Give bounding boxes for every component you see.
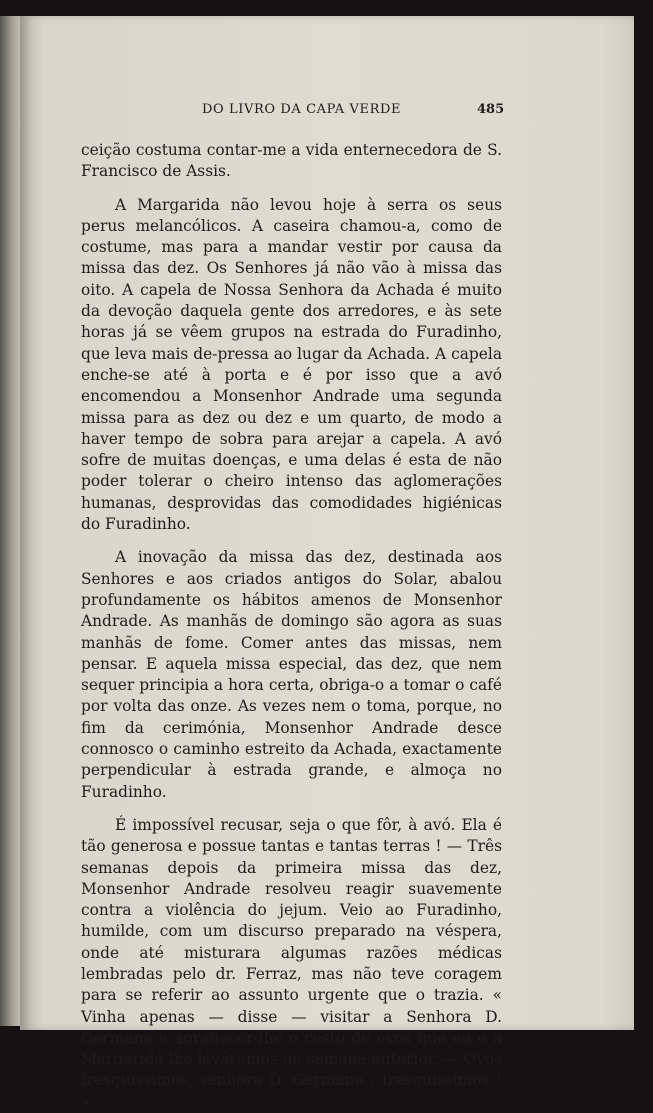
page-number: 485 xyxy=(477,102,505,117)
facing-page-edge xyxy=(0,16,22,1026)
paragraph-continuation: ceição costuma contar-me a vida enternecedora de S. Francisco de Assis. xyxy=(81,141,502,181)
paragraph: A Margarida não levou hoje à serra os seus perus melancólicos. A caseira chamou-a, como de costume, mas para a mandar vestir por causa da missa das dez. Os Senhores já não vão à missa das oito. A capela de Nossa Senhora da Achada é muito da devoção daquela gente dos arredores, e às sete horas já se vêem grupos na estrada do Furadinho, que leva mais de-pressa ao lugar da Achada. A capela enche-se até à porta e é por isso que a avó encomendou a Monsenhor Andrade uma segunda missa para as dez ou dez e um quarto, de modo a haver tempo de sobra para arejar a capela. A avó sofre de muitas doenças, e uma delas é esta de não poder tolerar o cheiro intenso das aglomerações humanas, desprovidas das comodidades higiénicas do Furadinho. xyxy=(81,195,502,534)
body-text xyxy=(81,140,502,1113)
paragraph: É impossível recusar, seja o que fôr, à avó. Ela é tão generosa e possue tantas e tantas terras ! — Três semanas depois da primeira missa das dez, Monsenhor Andrade resolveu reagir suavemente contra a violência do jejum. Veio ao Furadinho, humilde, com um discurso preparado na véspera, onde até misturara algumas razões médicas lembradas pelo dr. Ferraz, mas não teve coragem para se referir ao assunto urgente que o trazia. « Vinha apenas — disse — visitar a Senhora D. Germana e agradecer-lhe o cesto de ovos que eu e a Margarida lhe levâramos na semana anterior. — Ovos fresquíssimos, senhora D. Germana ; fresquíssimos ! » xyxy=(81,815,502,1111)
running-head xyxy=(20,102,634,122)
paragraph: A inovação da missa das dez, destinada aos Senhores e aos criados antigos do Solar, abalou profundamente os hábitos amenos de Monsenhor Andrade. As manhãs de domingo são agora as suas manhãs de fome. Comer antes das missas, nem pensar. E aquela missa especial, das dez, que nem sequer principia a hora certa, obriga-o a tomar o café por volta das onze. As vezes nem o toma, porque, no fim da cerimónia, Monsenhor Andrade desce connosco o caminho estreito da Achada, exactamente perpendicular à estrada grande, e almoça no Furadinho. xyxy=(81,548,502,801)
book-page xyxy=(20,16,634,1111)
running-head-title: DO LIVRO DA CAPA VERDE xyxy=(202,102,402,117)
